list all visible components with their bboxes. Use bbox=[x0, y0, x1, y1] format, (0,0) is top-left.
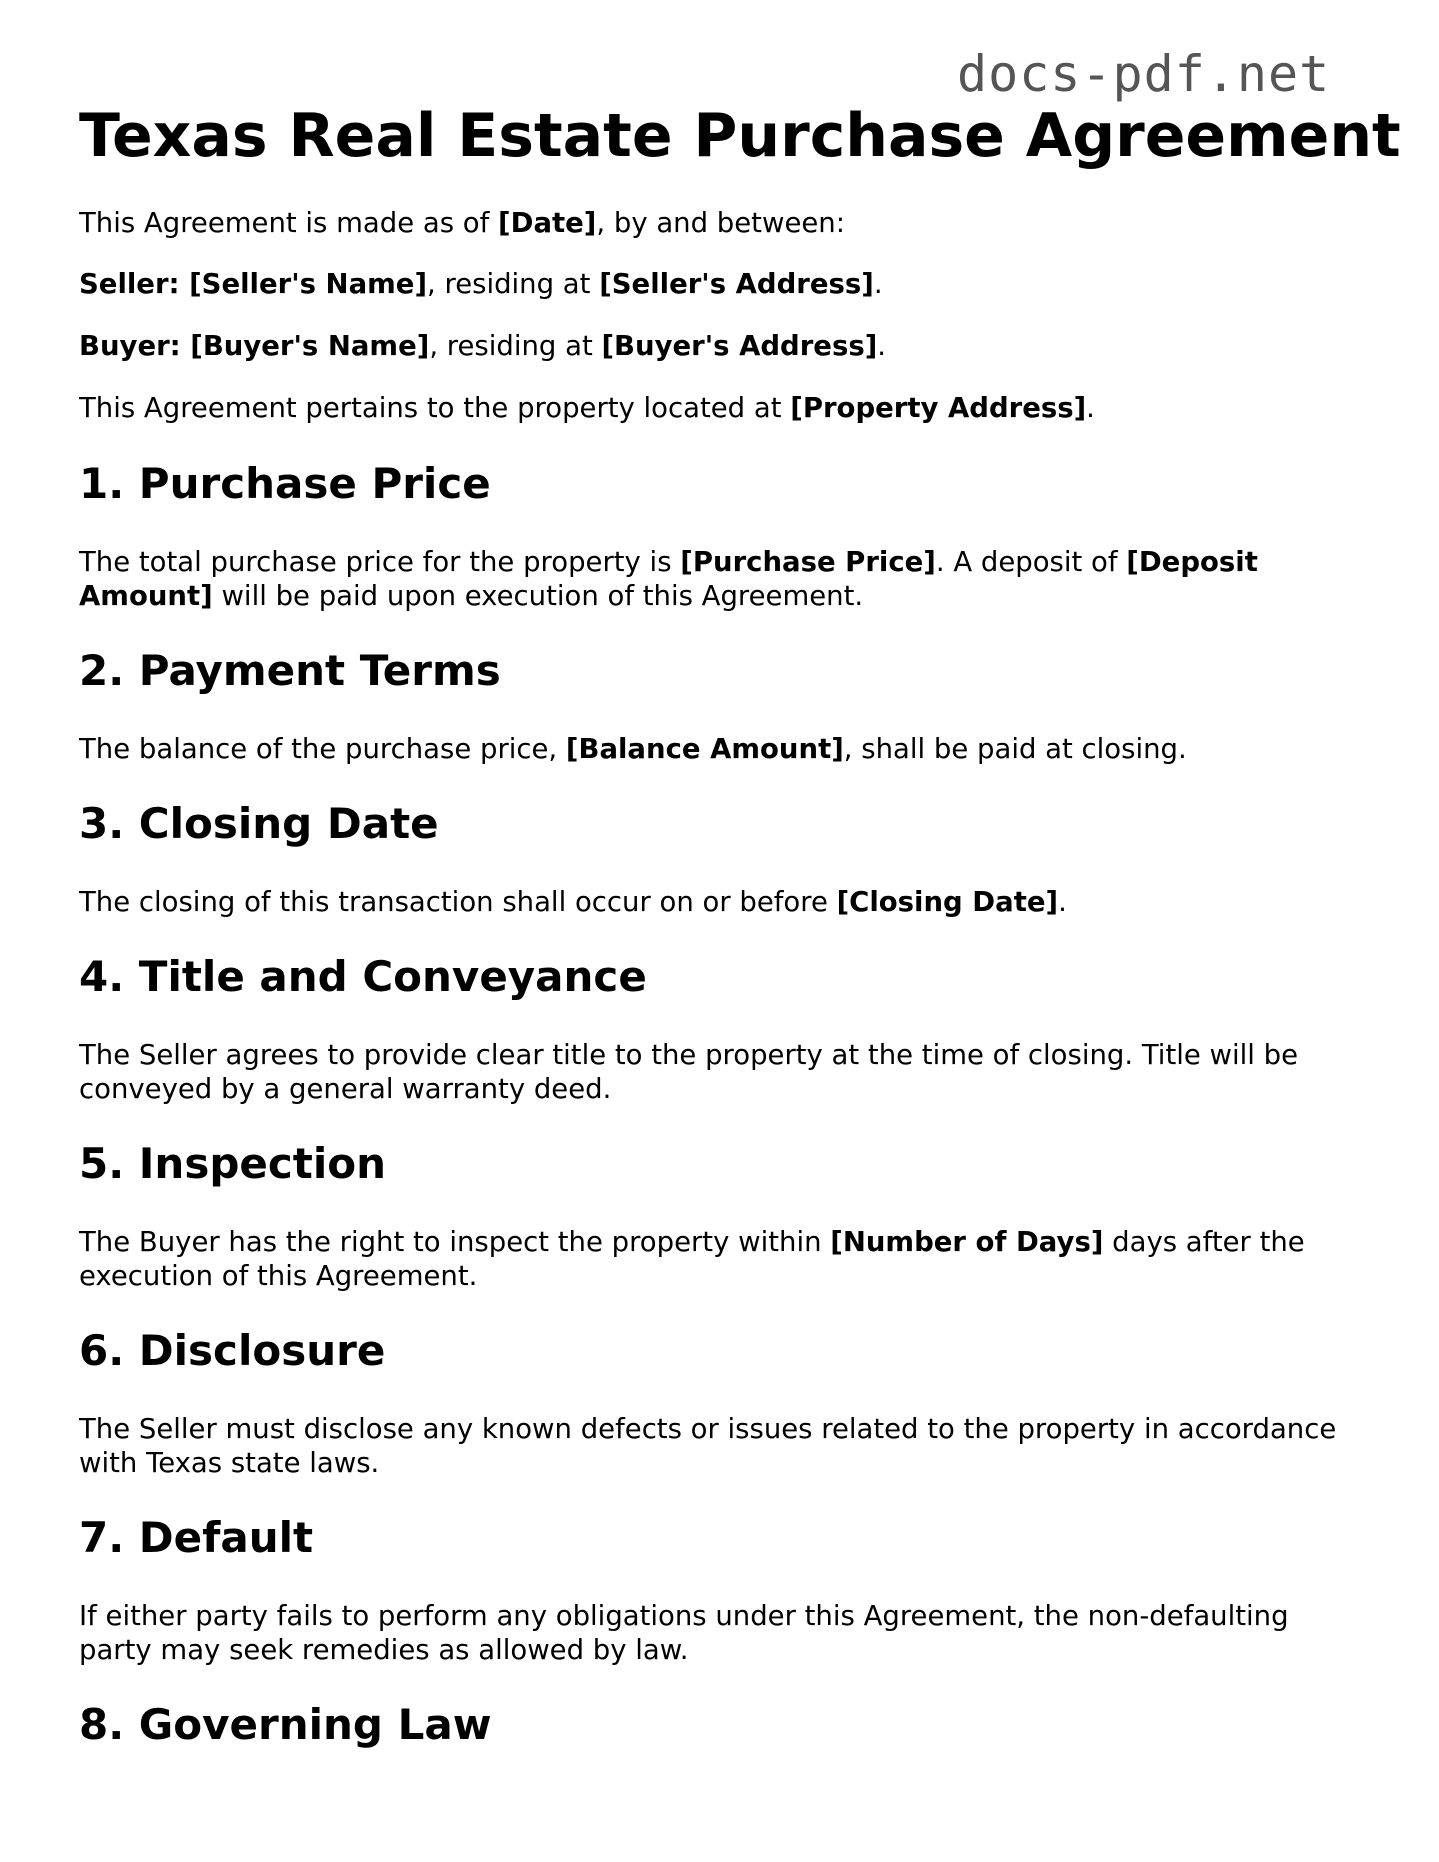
section-text: The total purchase price for the property is bbox=[79, 546, 681, 578]
seller-residing-text: , residing at bbox=[427, 268, 600, 300]
section-heading-purchase-price: 1. Purchase Price bbox=[79, 459, 491, 508]
property-period: . bbox=[1086, 392, 1095, 424]
seller-name-placeholder: [Seller's Name] bbox=[189, 268, 428, 300]
section-heading-inspection: 5. Inspection bbox=[79, 1139, 387, 1188]
section-heading-title-conveyance: 4. Title and Conveyance bbox=[79, 952, 647, 1001]
buyer-period: . bbox=[877, 330, 887, 362]
section-body-disclosure: The Seller must disclose any known defects or issues related to the property in accordance with Texas state laws. bbox=[79, 1413, 1337, 1479]
intro-made-text: This Agreement is made as of bbox=[79, 207, 499, 239]
buyer-residing-text: , residing at bbox=[429, 330, 602, 362]
balance-amount-placeholder: [Balance Amount] bbox=[565, 733, 844, 765]
section-text: The balance of the purchase price, bbox=[79, 733, 566, 765]
section-body-closing-date bbox=[79, 885, 1359, 919]
section-body-title-conveyance: The Seller agrees to provide clear title to the property at the time of closing. Title will be conveyed by a general warranty deed. bbox=[79, 1039, 1299, 1105]
deposit-amount-placeholder: [Deposit Amount] bbox=[79, 546, 1258, 612]
section-heading-default: 7. Default bbox=[79, 1513, 314, 1562]
section-heading-disclosure: 6. Disclosure bbox=[79, 1326, 386, 1375]
buyer-label: Buyer: bbox=[79, 330, 191, 362]
date-placeholder: [Date] bbox=[498, 207, 597, 239]
document-title: Texas Real Estate Purchase Agreement bbox=[79, 101, 1401, 171]
section-text: days after the execution of this Agreement. bbox=[79, 1226, 1305, 1292]
closing-date-placeholder: [Closing Date] bbox=[836, 886, 1059, 918]
property-text: This Agreement pertains to the property located at bbox=[79, 392, 791, 424]
seller-label: Seller: bbox=[79, 268, 190, 300]
section-text: . A deposit of bbox=[935, 546, 1127, 578]
section-heading-payment-terms: 2. Payment Terms bbox=[79, 646, 501, 695]
seller-paragraph bbox=[79, 267, 1359, 301]
section-text: , shall be paid at closing. bbox=[843, 733, 1187, 765]
seller-address-placeholder: [Seller's Address] bbox=[599, 268, 874, 300]
intro-made-paragraph bbox=[79, 206, 1359, 240]
intro-made-tail: , by and between: bbox=[596, 207, 845, 239]
seller-period: . bbox=[873, 268, 883, 300]
buyer-address-placeholder: [Buyer's Address] bbox=[601, 330, 878, 362]
buyer-name-placeholder: [Buyer's Name] bbox=[190, 330, 430, 362]
section-heading-governing-law: 8. Governing Law bbox=[79, 1700, 492, 1749]
section-body-default: If either party fails to perform any obligations under this Agreement, the non-defaulting party may seek remedies as allowed by law. bbox=[79, 1600, 1289, 1666]
section-text: The closing of this transaction shall occur on or before bbox=[79, 886, 837, 918]
number-of-days-placeholder: [Number of Days] bbox=[830, 1226, 1104, 1258]
property-paragraph bbox=[79, 391, 1359, 425]
section-body-purchase-price bbox=[79, 545, 1359, 613]
section-text: will be paid upon execution of this Agreement. bbox=[212, 580, 864, 612]
property-address-placeholder: [Property Address] bbox=[790, 392, 1087, 424]
section-text: The Buyer has the right to inspect the property within bbox=[79, 1226, 831, 1258]
section-text: . bbox=[1058, 886, 1067, 918]
buyer-paragraph bbox=[79, 329, 1359, 363]
section-heading-closing-date: 3. Closing Date bbox=[79, 799, 439, 848]
watermark: docs-pdf.net bbox=[957, 45, 1331, 103]
section-body-inspection bbox=[79, 1225, 1359, 1293]
purchase-price-placeholder: [Purchase Price] bbox=[680, 546, 936, 578]
section-body-payment-terms bbox=[79, 732, 1359, 766]
